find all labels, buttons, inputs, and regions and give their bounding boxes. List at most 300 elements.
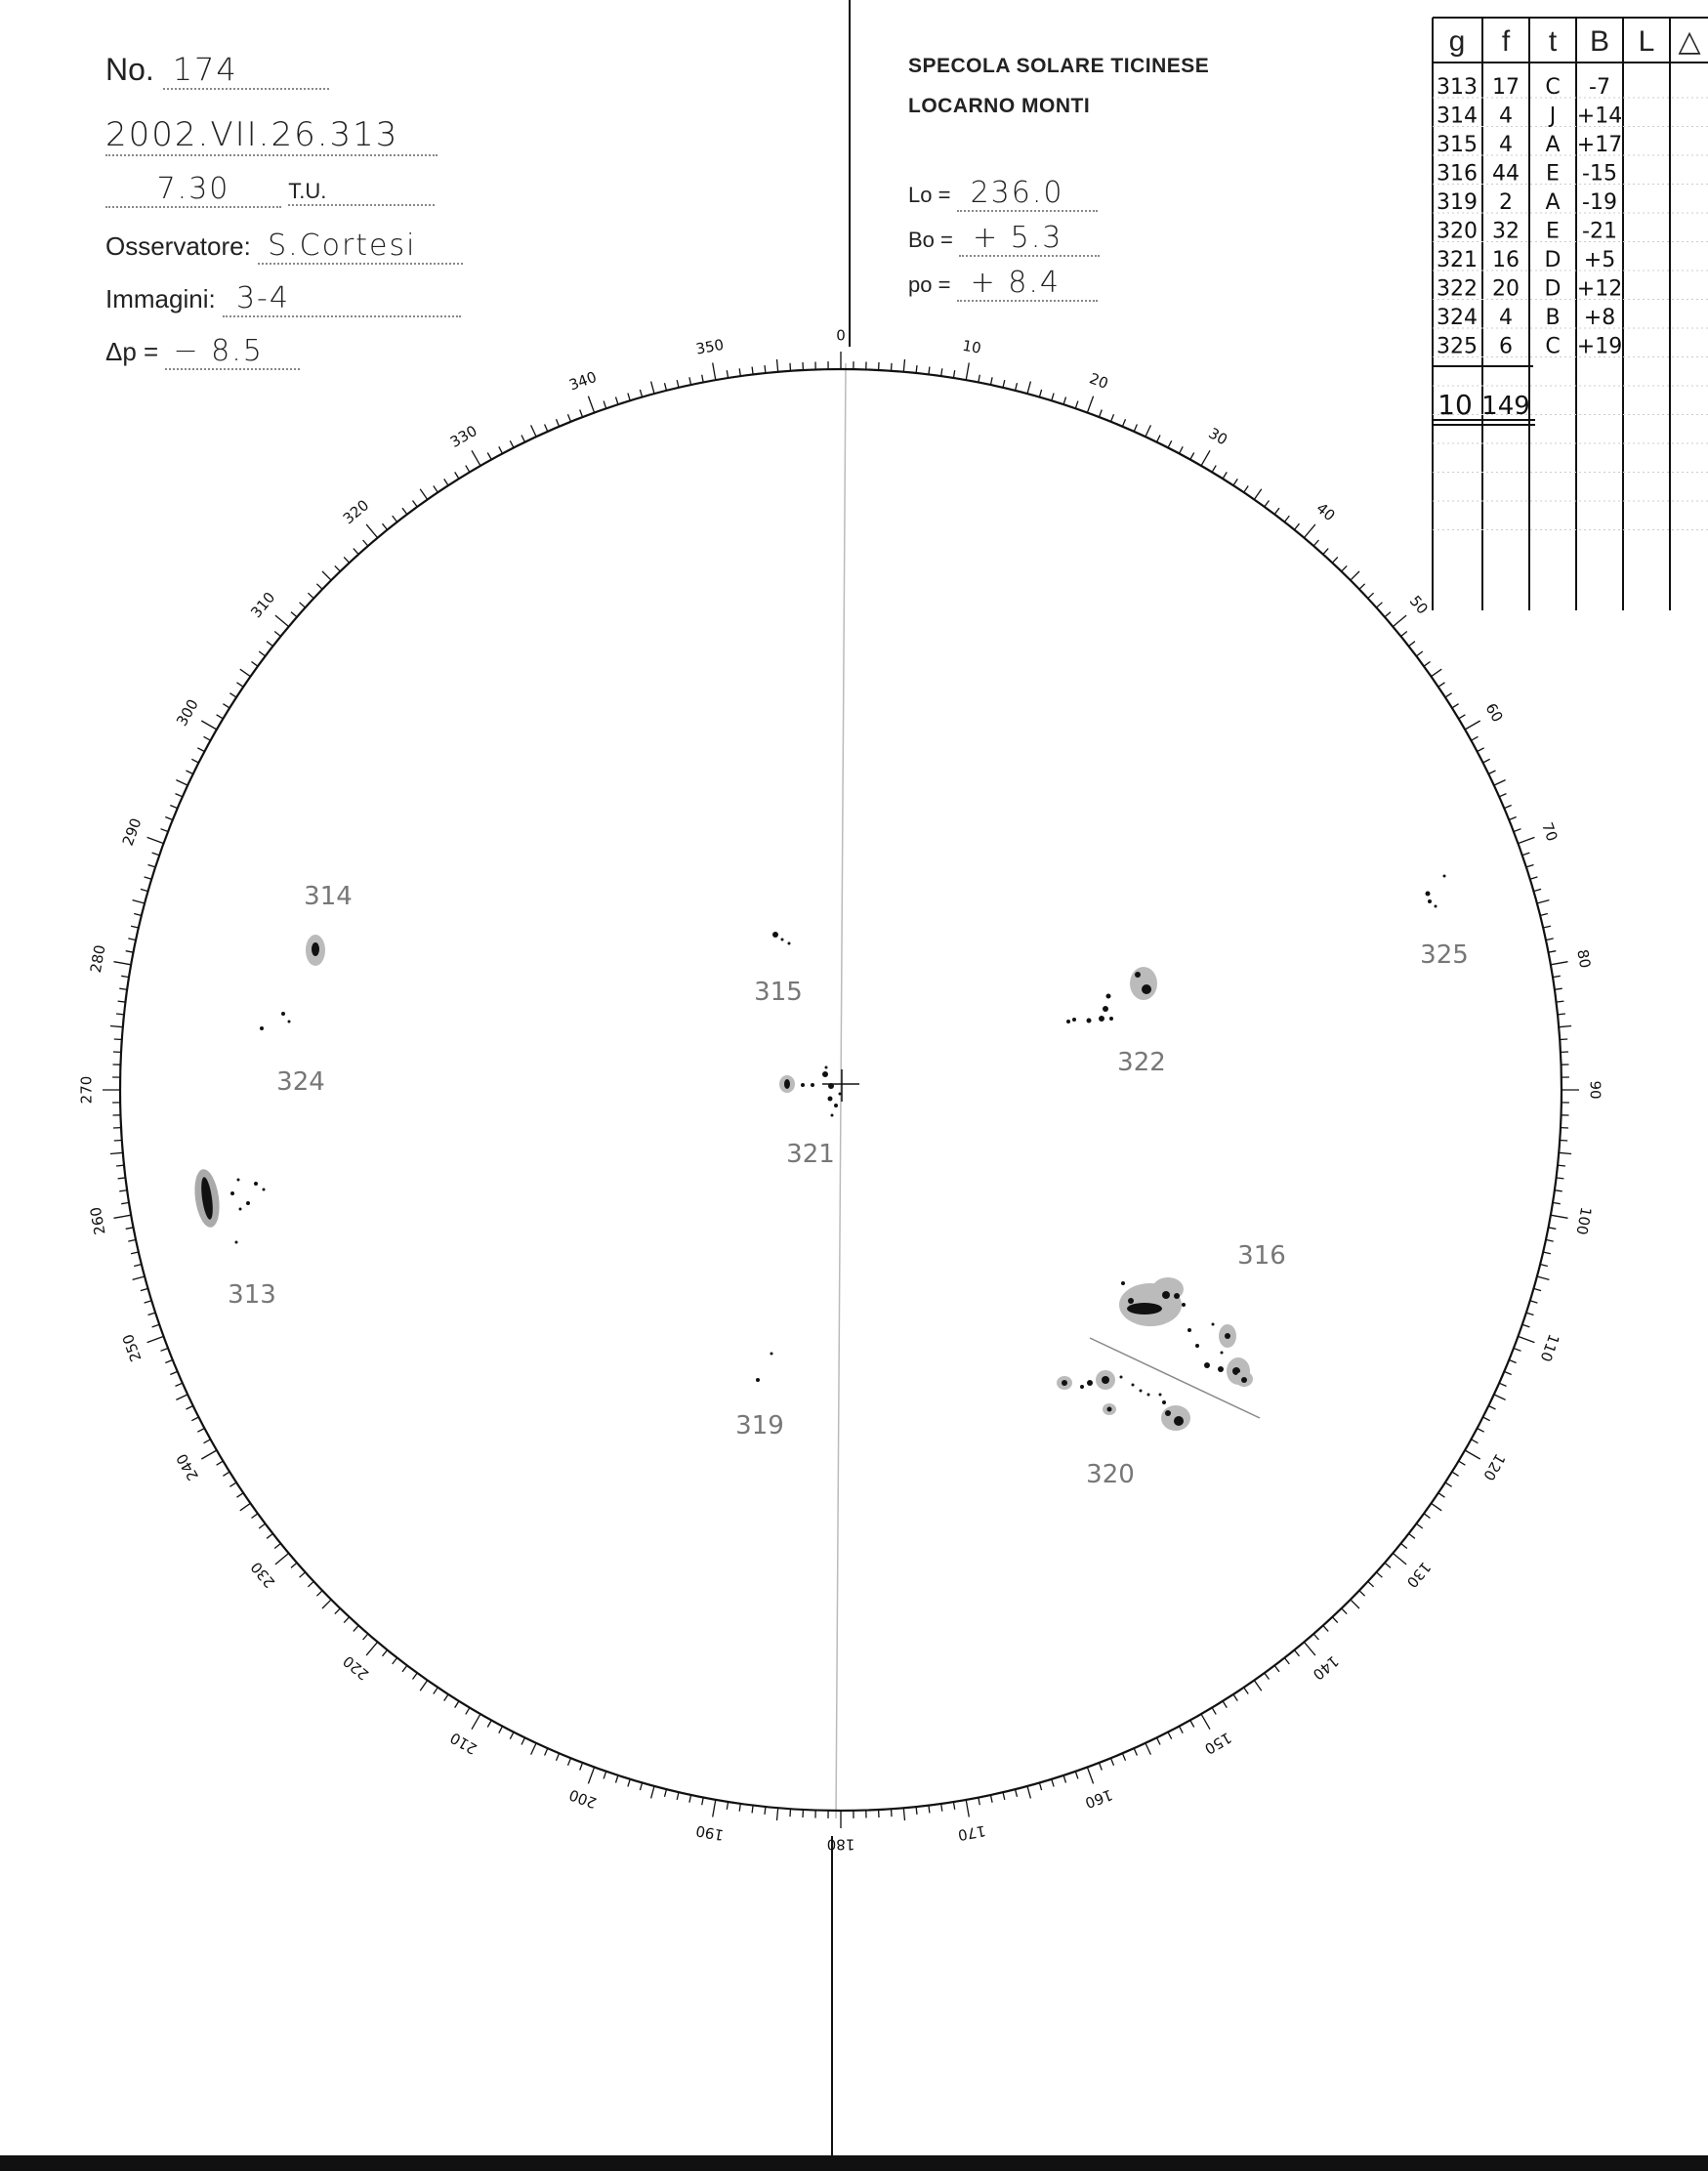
l0-value: 236.0 <box>957 176 1098 212</box>
scale-tick <box>1459 1461 1466 1465</box>
scale-tick <box>240 669 251 677</box>
scale-tick <box>1284 516 1289 522</box>
scale-label: 110 <box>1536 1331 1563 1364</box>
scale-tick <box>1438 683 1445 688</box>
scale-tick <box>588 397 594 413</box>
table-cell: 325 <box>1437 334 1478 359</box>
scale-tick <box>1465 721 1480 730</box>
table-header-cell: t <box>1548 25 1558 58</box>
scale-tick <box>1201 1714 1210 1730</box>
table-cell: D <box>1544 276 1562 302</box>
scale-tick <box>1003 380 1005 388</box>
scale-tick <box>499 1727 503 1733</box>
table-cell: 321 <box>1437 248 1478 272</box>
scale-tick <box>128 1239 136 1241</box>
bottom-border <box>0 2155 1708 2171</box>
scale-tick <box>1265 1673 1270 1679</box>
group-table <box>1433 18 1708 610</box>
table-cell: +12 <box>1576 276 1623 302</box>
scale-tick <box>689 377 691 385</box>
scale-tick <box>1499 794 1506 797</box>
scale-label: 0 <box>836 326 846 345</box>
table-cell: 4 <box>1499 306 1513 330</box>
scale-tick <box>1244 1688 1249 1694</box>
scale-tick <box>1548 1228 1556 1230</box>
table-cell: +19 <box>1576 334 1623 359</box>
scale-tick <box>322 571 331 580</box>
b0-value: + 5.3 <box>959 221 1100 257</box>
scale-tick <box>689 1795 691 1803</box>
scale-tick <box>1557 1001 1564 1002</box>
table-cell: -15 <box>1582 161 1617 187</box>
scale-label: 100 <box>1572 1205 1596 1236</box>
scale-tick <box>1546 939 1554 940</box>
scale-tick <box>727 1802 728 1810</box>
scale-tick <box>1157 1737 1161 1744</box>
scale-tick <box>114 962 132 965</box>
scale-tick <box>1409 1533 1415 1538</box>
scale-tick <box>1180 446 1184 453</box>
scale-tick <box>1168 1733 1172 1739</box>
group-321-spots <box>779 1066 842 1117</box>
scale-tick <box>1530 877 1538 879</box>
scale-tick <box>604 401 606 409</box>
group-320-spots <box>1057 1370 1190 1431</box>
group-label-314: 314 <box>304 882 353 911</box>
scale-tick <box>1530 1301 1538 1303</box>
scale-tick <box>1533 1288 1541 1290</box>
scale-tick <box>1284 1658 1289 1664</box>
scale-label: 120 <box>1479 1450 1509 1484</box>
scale-tick <box>1438 1493 1445 1498</box>
scale-tick <box>455 472 459 479</box>
scale-tick <box>1274 1665 1279 1671</box>
scale-label: 210 <box>446 1729 480 1758</box>
table-cell: J <box>1549 104 1557 129</box>
table-total-spots: 149 <box>1481 392 1530 421</box>
scale-tick <box>229 693 236 697</box>
scale-tick <box>1543 926 1551 928</box>
group-label-325: 325 <box>1420 940 1469 970</box>
scale-tick <box>1052 1779 1054 1787</box>
scale-tick <box>141 889 148 891</box>
scale-tick <box>1560 1141 1567 1142</box>
scale-tick <box>217 1461 224 1465</box>
scale-tick <box>165 817 172 820</box>
table-header-cell: △ <box>1678 25 1701 58</box>
scale-tick <box>402 1665 407 1671</box>
scale-label: 330 <box>446 422 480 451</box>
scale-tick <box>1557 1178 1564 1179</box>
scale-tick <box>252 1514 258 1519</box>
scale-tick <box>1519 1336 1535 1342</box>
scale-tick <box>1254 1681 1262 1691</box>
scale-tick <box>1368 593 1374 599</box>
scale-tick <box>1359 584 1365 590</box>
scale-tick <box>1445 693 1452 697</box>
group-label-324: 324 <box>276 1067 325 1097</box>
table-cell: D <box>1544 248 1562 272</box>
scale-tick <box>1087 1768 1093 1784</box>
scale-tick <box>1401 632 1407 637</box>
table-cell: +17 <box>1576 133 1623 157</box>
scale-tick <box>487 453 491 460</box>
scale-tick <box>110 1152 123 1153</box>
scale-tick <box>413 501 418 507</box>
scale-tick <box>187 1406 193 1410</box>
scale-tick <box>131 1252 139 1254</box>
scale-tick <box>187 771 193 774</box>
table-cell: +8 <box>1583 306 1616 330</box>
scale-tick <box>765 365 766 373</box>
scale-tick <box>1401 1543 1407 1548</box>
scale-tick <box>739 368 740 376</box>
scale-tick <box>990 1795 992 1803</box>
scale-tick <box>275 615 289 627</box>
scale-tick <box>903 1808 904 1820</box>
scale-tick <box>229 1482 236 1486</box>
scale-tick <box>531 1743 537 1755</box>
scale-tick <box>1424 1514 1430 1519</box>
scale-tick <box>114 1215 132 1218</box>
group-label-320: 320 <box>1086 1460 1135 1489</box>
scale-tick <box>1201 450 1210 466</box>
scale-tick <box>1483 759 1490 763</box>
scale-tick <box>134 1265 142 1267</box>
scale-tick <box>444 479 448 485</box>
scale-tick <box>752 1806 753 1814</box>
scale-tick <box>1555 988 1562 989</box>
observer-label: Osservatore: <box>105 231 251 261</box>
observer-value: S.Cortesi <box>258 229 463 265</box>
scale-tick <box>126 951 134 953</box>
table-cell: 313 <box>1437 75 1478 100</box>
scale-tick <box>521 1737 525 1744</box>
scale-tick <box>616 1775 618 1783</box>
scale-tick <box>145 1301 152 1303</box>
scale-label: 280 <box>86 943 109 975</box>
scale-tick <box>147 1336 164 1342</box>
scale-label: 160 <box>1082 1785 1115 1813</box>
images-value: 3-4 <box>223 281 461 317</box>
scale-label: 300 <box>173 695 202 730</box>
scale-tick <box>979 375 980 383</box>
scale-tick <box>472 1714 480 1730</box>
scale-tick <box>1233 479 1237 485</box>
scale-tick <box>777 1808 778 1820</box>
sheet-number-label: No. <box>105 52 154 87</box>
scale-tick <box>308 1581 313 1587</box>
scale-tick <box>1027 1786 1030 1799</box>
scale-tick <box>344 1617 350 1623</box>
scale-tick <box>1553 1202 1561 1203</box>
scale-tick <box>1416 1524 1422 1528</box>
scale-tick <box>1478 1429 1484 1433</box>
scale-tick <box>1472 736 1479 740</box>
scale-label: 130 <box>1402 1558 1435 1592</box>
table-cell: 2 <box>1499 190 1513 215</box>
scale-tick <box>739 1804 740 1812</box>
scale-tick <box>354 549 358 555</box>
p0-value: + 8.4 <box>957 266 1098 302</box>
scale-tick <box>1294 523 1299 529</box>
scale-tick <box>1254 489 1262 500</box>
dp-value: − 8.5 <box>165 334 300 370</box>
scale-tick <box>322 1600 331 1608</box>
scale-tick <box>929 367 930 375</box>
scale-tick <box>1180 1727 1184 1733</box>
scale-tick <box>119 988 127 989</box>
scale-tick <box>941 368 942 376</box>
scale-tick <box>640 390 642 397</box>
scale-tick <box>665 1789 667 1797</box>
scale-label: 260 <box>86 1205 109 1236</box>
table-cell: 322 <box>1437 276 1478 302</box>
group-313-spots <box>191 1168 266 1244</box>
scale-tick <box>197 748 204 752</box>
observation-time: 7.30 <box>105 172 281 208</box>
table-cell: 16 <box>1492 248 1520 272</box>
scale-tick <box>176 794 183 797</box>
scale-tick <box>1385 612 1391 617</box>
table-cell: B <box>1545 306 1561 330</box>
scale-tick <box>420 1681 428 1691</box>
scale-label: 200 <box>566 1785 600 1813</box>
scale-tick <box>131 926 139 928</box>
scale-tick <box>237 683 244 688</box>
scale-tick <box>1223 472 1227 479</box>
scale-tick <box>1494 780 1506 786</box>
org-location: LOCARNO MONTI <box>908 95 1091 117</box>
scale-tick <box>316 584 322 590</box>
scale-tick <box>790 1809 791 1816</box>
scale-tick <box>383 1650 388 1656</box>
scale-tick <box>628 1779 630 1787</box>
scale-label: 270 <box>77 1075 96 1105</box>
scale-label: 190 <box>694 1821 726 1845</box>
scale-tick <box>1519 837 1535 843</box>
table-cell: 320 <box>1437 219 1478 244</box>
scale-tick <box>1342 565 1348 571</box>
scale-tick <box>1537 900 1550 903</box>
scale-label: 290 <box>118 815 146 849</box>
scale-tick <box>1313 540 1318 546</box>
scale-tick <box>1558 1014 1565 1015</box>
scale-label: 20 <box>1087 369 1111 393</box>
scale-tick <box>197 1429 204 1433</box>
scale-tick <box>1075 401 1078 409</box>
scale-tick <box>1546 1239 1554 1241</box>
scale-tick <box>1265 501 1270 507</box>
scale-tick <box>1494 1395 1506 1400</box>
scale-label: 320 <box>339 496 373 528</box>
scale-tick <box>201 721 217 730</box>
scale-tick <box>790 363 791 371</box>
scale-label: 140 <box>1309 1651 1343 1684</box>
scale-tick <box>363 540 368 546</box>
table-total-groups: 10 <box>1437 389 1473 421</box>
scale-tick <box>1559 1026 1571 1027</box>
scale-tick <box>1509 1360 1516 1363</box>
scale-tick <box>118 1178 126 1179</box>
images-label: Immagini: <box>105 284 216 313</box>
scale-tick <box>1304 1642 1315 1655</box>
table-header-cell: L <box>1638 25 1655 58</box>
scale-tick <box>628 394 630 401</box>
scale-tick <box>1294 1650 1299 1656</box>
scale-tick <box>1003 1792 1005 1800</box>
scale-tick <box>316 1591 322 1597</box>
scale-tick <box>1313 1634 1318 1640</box>
table-header-cell: B <box>1589 25 1610 58</box>
scale-tick <box>1393 1553 1406 1565</box>
scale-tick <box>531 425 537 437</box>
scale-tick <box>121 1202 129 1203</box>
table-cell: -7 <box>1589 75 1610 100</box>
dp-label: Δp = <box>105 337 159 366</box>
scale-tick <box>354 1625 358 1631</box>
table-cell: 6 <box>1499 334 1513 359</box>
scale-tick <box>1323 549 1328 555</box>
table-cell: A <box>1545 190 1561 215</box>
table-cell: -19 <box>1582 190 1617 215</box>
b0-label: Bo = <box>908 228 953 252</box>
scale-tick <box>116 1165 124 1166</box>
scale-tick <box>1522 1324 1530 1327</box>
scale-tick <box>363 1634 368 1640</box>
scale-tick <box>1063 1775 1065 1783</box>
scale-tick <box>133 900 146 903</box>
table-cell: E <box>1546 161 1560 187</box>
group-319-spots <box>756 1353 773 1383</box>
scale-tick <box>133 1276 146 1279</box>
scale-tick <box>1223 1701 1227 1708</box>
scale-tick <box>1157 436 1161 442</box>
scale-tick <box>1409 642 1415 647</box>
scale-tick <box>1553 976 1561 977</box>
scale-tick <box>1540 1265 1548 1267</box>
table-cell: 17 <box>1492 75 1520 100</box>
scale-tick <box>557 419 560 426</box>
group-label-321: 321 <box>786 1140 835 1169</box>
table-cell: -21 <box>1582 219 1617 244</box>
scale-tick <box>713 1800 716 1817</box>
table-cell: 324 <box>1437 306 1478 330</box>
scale-tick <box>204 1440 211 1443</box>
scale-tick <box>1551 962 1568 965</box>
table-cell: 4 <box>1499 133 1513 157</box>
scale-tick <box>1100 1763 1103 1771</box>
scale-tick <box>1039 390 1041 397</box>
scale-label: 350 <box>694 335 726 358</box>
scale-tick <box>1359 1591 1365 1597</box>
scale-tick <box>1432 669 1442 677</box>
scale-tick <box>1514 1349 1521 1352</box>
scale-tick <box>903 359 904 372</box>
scale-tick <box>1075 1772 1078 1779</box>
scale-tick <box>114 1141 122 1142</box>
scale-tick <box>223 1472 229 1476</box>
scale-tick <box>1452 1472 1459 1476</box>
scale-tick <box>1385 1563 1391 1567</box>
group-322-spots <box>1066 967 1157 1023</box>
scale-tick <box>170 806 177 809</box>
table-cell: 20 <box>1492 276 1520 302</box>
scale-tick <box>176 1395 187 1400</box>
scale-tick <box>141 1288 148 1290</box>
table-header-cell: g <box>1448 25 1466 58</box>
central-meridian <box>836 363 846 1818</box>
table-header-cell: f <box>1501 25 1511 58</box>
group-316-spots <box>1119 1277 1253 1387</box>
scale-tick <box>941 1804 942 1812</box>
group-314-spots <box>306 935 325 966</box>
scale-tick <box>1488 1406 1495 1410</box>
scale-tick <box>1540 914 1548 916</box>
scale-tick <box>121 976 129 977</box>
scale-tick <box>455 1701 459 1708</box>
scale-tick <box>152 853 160 856</box>
scale-tick <box>1063 397 1065 405</box>
scale-label: 90 <box>1586 1080 1604 1100</box>
scale-tick <box>1376 1572 1382 1577</box>
scale-tick <box>892 363 893 371</box>
scale-tick <box>1499 1383 1506 1386</box>
scale-label: 80 <box>1573 947 1595 970</box>
scale-tick <box>616 397 618 405</box>
scale-tick <box>713 363 716 381</box>
scale-tick <box>110 1026 123 1027</box>
scale-tick <box>1052 394 1054 401</box>
scale-tick <box>434 486 438 493</box>
scale-tick <box>1351 1600 1359 1608</box>
scale-tick <box>1504 806 1511 809</box>
scale-tick <box>1332 1617 1338 1623</box>
scale-tick <box>1122 1753 1125 1760</box>
table-cell: A <box>1545 133 1561 157</box>
table-cell: 315 <box>1437 133 1478 157</box>
scale-tick <box>176 1383 183 1386</box>
scale-tick <box>393 516 397 522</box>
scale-tick <box>990 377 992 385</box>
table-cell: 4 <box>1499 104 1513 129</box>
scale-tick <box>1522 853 1530 856</box>
scale-tick <box>366 524 378 538</box>
scale-tick <box>1393 615 1406 627</box>
scale-tick <box>1342 1608 1348 1614</box>
scale-tick <box>402 508 407 514</box>
scale-tick <box>702 1797 704 1805</box>
scale-tick <box>1212 1708 1216 1715</box>
scale-tick <box>521 436 525 442</box>
scale-tick <box>335 1608 341 1614</box>
scale-tick <box>1016 1789 1018 1797</box>
scale-tick <box>1100 410 1103 418</box>
scale-tick <box>259 651 265 656</box>
scale-tick <box>1526 1313 1534 1315</box>
scale-tick <box>152 1324 160 1327</box>
scale-tick <box>1122 419 1125 426</box>
scale-tick <box>1332 557 1338 563</box>
table-cell: +5 <box>1583 248 1616 272</box>
scale-tick <box>472 450 480 466</box>
scale-tick <box>1465 1450 1480 1459</box>
scale-tick <box>291 1563 297 1567</box>
scale-tick <box>677 380 679 388</box>
scale-tick <box>1416 651 1422 656</box>
scale-tick <box>487 1721 491 1728</box>
scale-tick <box>1190 1721 1194 1728</box>
